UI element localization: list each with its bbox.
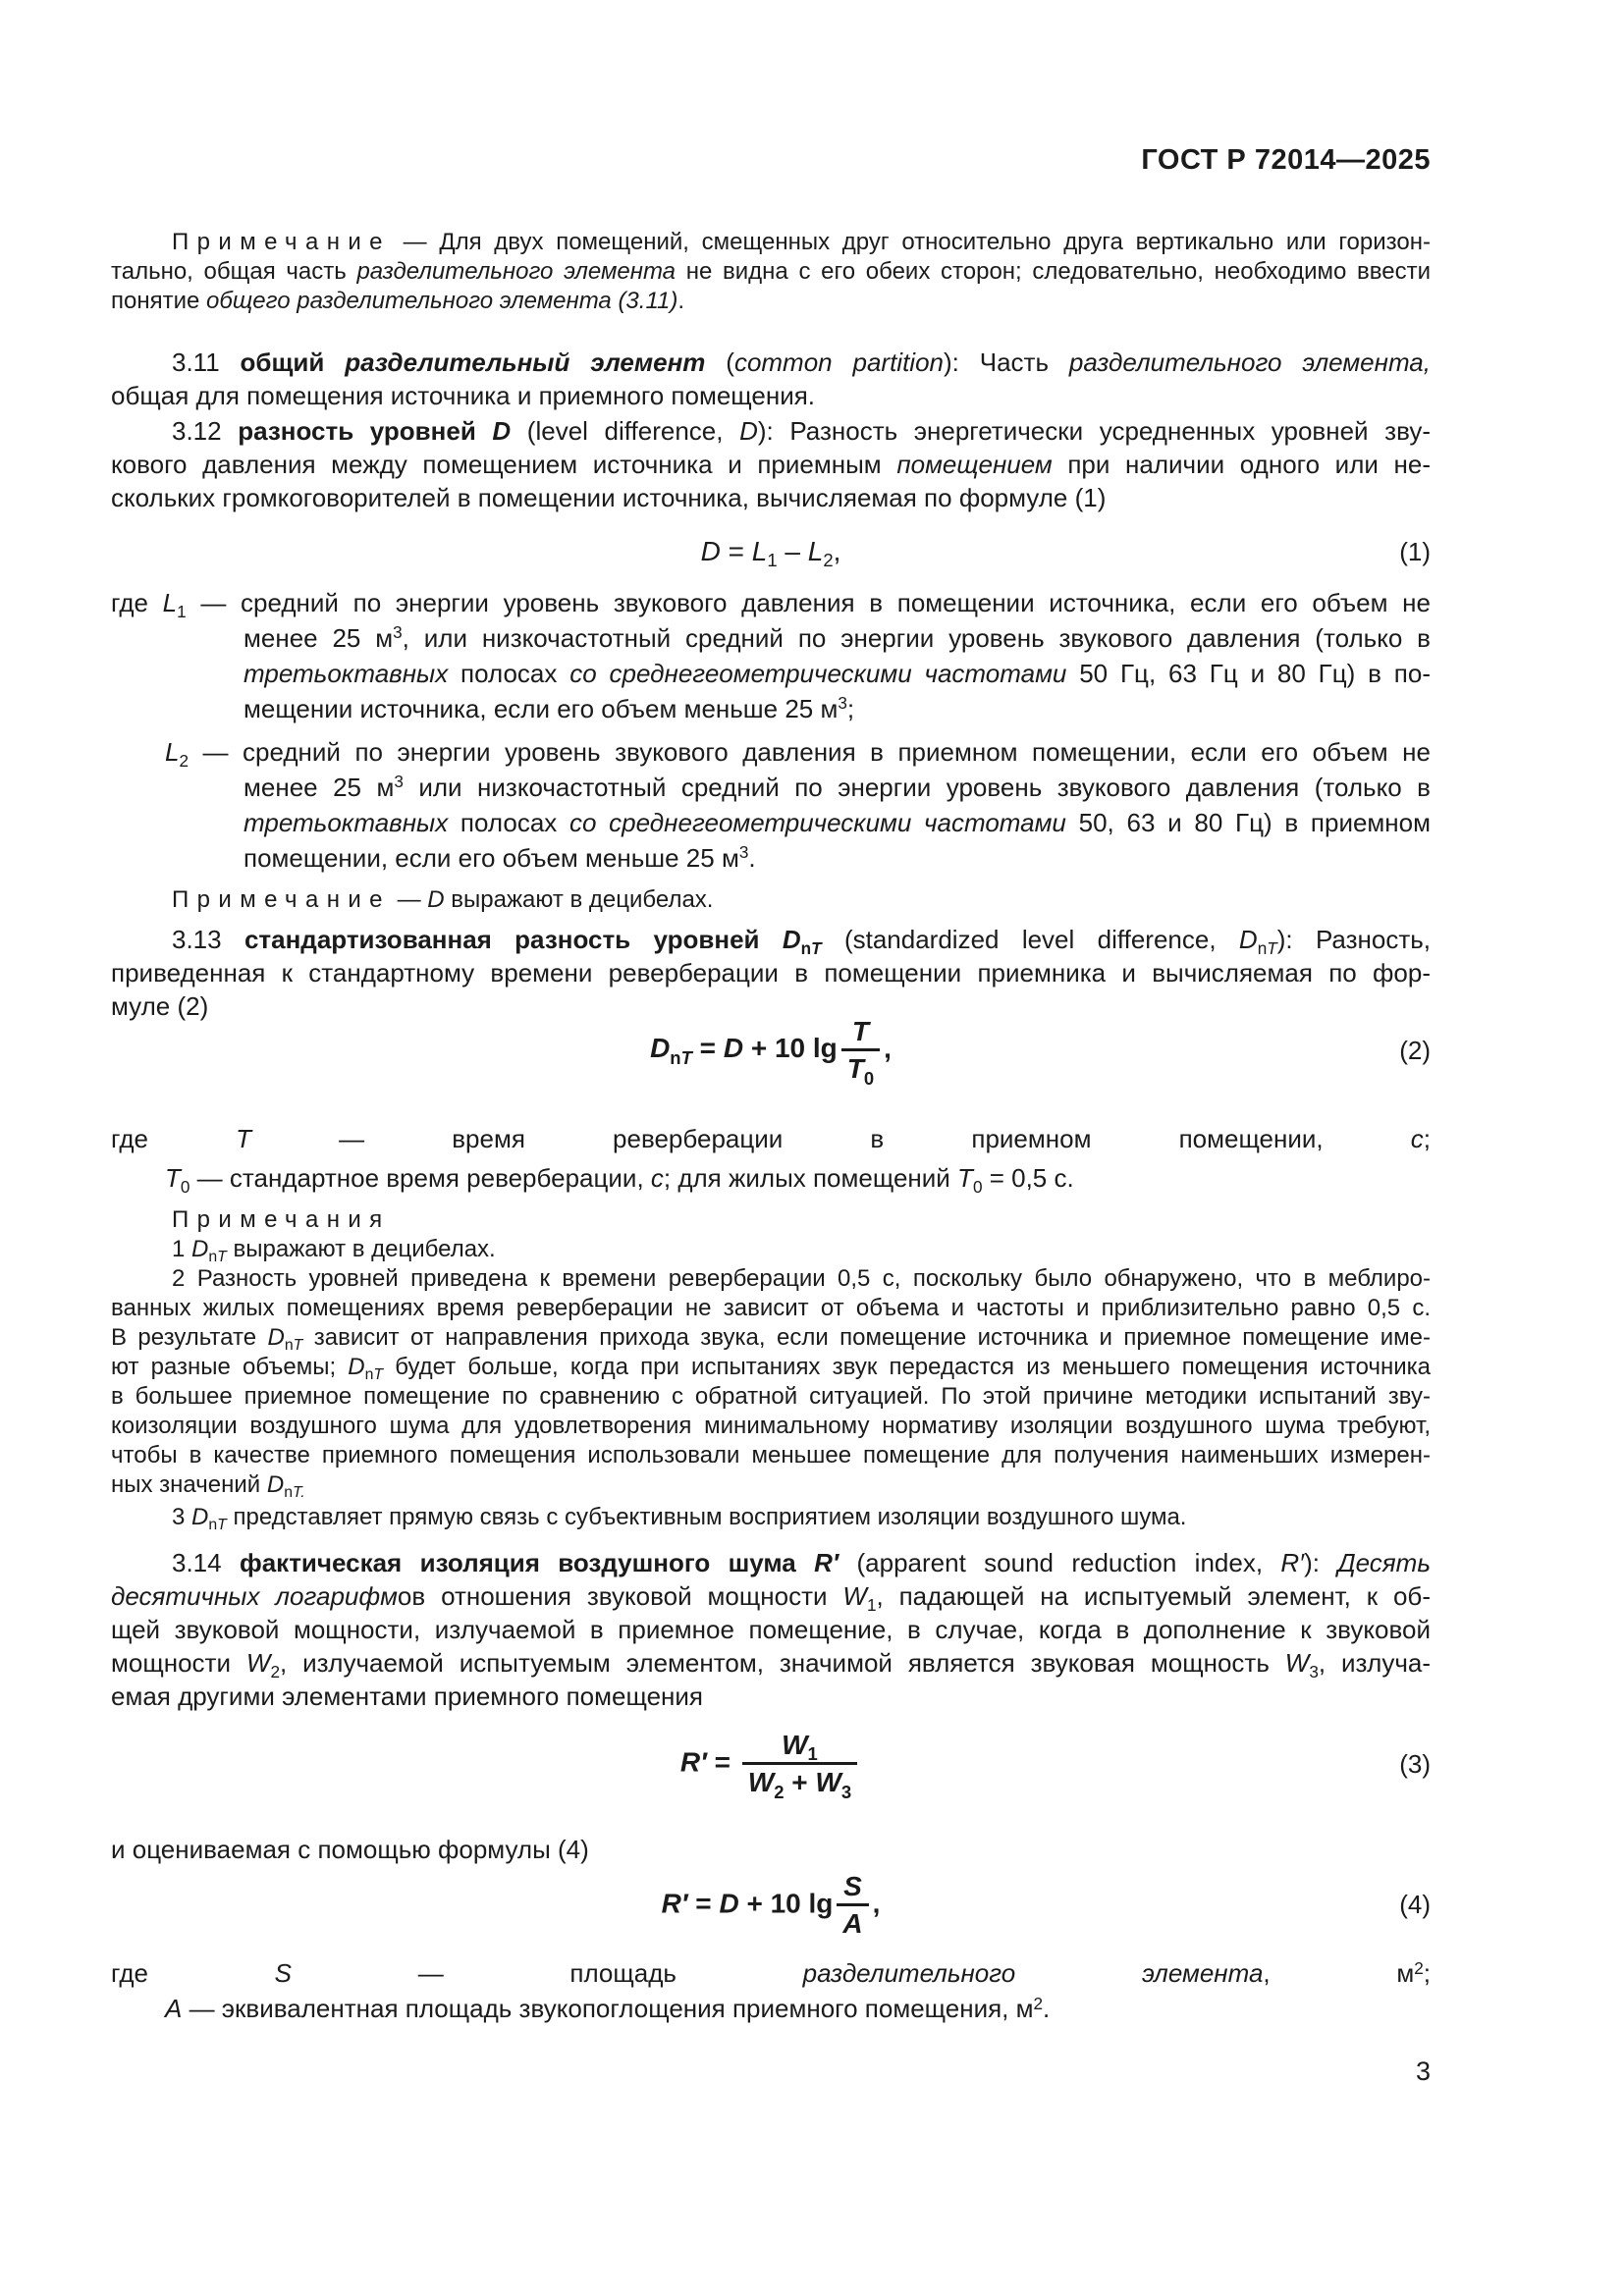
formula-2-numerator: T: [841, 1017, 880, 1051]
formula-4-body: [662, 1872, 881, 1939]
clause-3-12: 3.12 разность уровней D (level difference, D): Разность энергетически усредненных уровней зву- кового давления между помещением источника и приемным помещением при наличии одного или не- скольких громкоговорителей в помещении источника, вычисляемая по формуле (1): [111, 416, 1431, 512]
note-common-partition: Примечание — Для двух помещений, смещенных друг относительно друга вертикально или горизон- тально, общая часть разделительного элемента не видна с его обеих сторон; следовательно, необходимо ввести понятие общего разделительного элемента (3.11).: [111, 229, 1431, 314]
note-2: 2 Разность уровней приведена к времени реверберации 0,5 с, поскольку было обнаружено, что в меблиро- ванных жилых помещениях время реверберации не зависит от объема и частоты и приблизительно равно 0,5 с. В результате $D_{nT}$ зависит от направления прихода звука, если помещение источника и приемное помещение име- ют разные объемы; $D_{nT}$ будет больше, когда при испытаниях звук передастся из меньшего помещения источника в большее приемное помещение по сравнению с обратной ситуацией. По этой причине методики испытаний зву- коизоляции воздушного шума для удовлетворения минимальному нормативу изоляции воздушного шума требуют, чтобы в качестве приемного помещения использовали меньшее помещение для получения наименьших измерен- ных значений $D_{nT.}$: [111, 1264, 1432, 1502]
where-s-definition: где S — площадь разделительного элемента, $м^2$; A — эквивалентная площадь звукопоглощения приемного помещения, $м^2$.: [111, 1957, 1431, 2024]
clause-3-11: 3.11 общий разделительный элемент (common partition): Часть разделительного элемента, общая для помещения источника и приемного помещения.: [111, 347, 1431, 410]
page-number: 3: [1415, 2056, 1431, 2087]
where-l1-definition: где $L_1$ — средний по энергии уровень звукового давления в помещении источника, если его объем не менее 25 $м^3$, или низкочастотный средний по энергии уровень звукового давления (только в третьоктавных полосах со среднегеометрическими частотами 50 Гц, 63 Гц и 80 Гц) в по- мещении источника, если его объем меньше 25 $м^3$;: [111, 588, 1431, 723]
formula-1-number: (1): [1399, 537, 1431, 566]
formula-3: [111, 1729, 1431, 1802]
formula-3-denominator: $W_2 + W_3$: [747, 1767, 852, 1802]
formula-4-numerator: S: [837, 1872, 868, 1906]
note-d-decibels: Примечание — D выражают в децибелах.: [172, 886, 714, 913]
formula-2-denominator: $T_0$: [846, 1053, 875, 1089]
clause-3-13: 3.13 стандартизованная разность уровней $D_{nT}$ (standardized level difference, $D_{nT}$): Разность, приведенная к стандартному времени реверберации в помещении приемника и вычисляемая по фор- муле (2): [111, 925, 1432, 1021]
clause-3-14: 3.14 фактическая изоляция воздушного шума R′ (apparent sound reduction index, R′): Десять десятичных логарифмов отношения звуковой мощности $W_1$, падающей на испытуемый элемент, к об- щей звуковой мощности, излучаемой в приемное помещение, в случае, когда в дополнение к звуковой мощности $W_2$, излучаемой испытуемым элементом, значимой является звуковая мощность $W_3$, излуча- емая другими элементами приемного помещения: [111, 1547, 1432, 1711]
formula-4-number: (4): [1399, 1890, 1431, 1920]
formula-3-fraction: [742, 1729, 857, 1802]
document-content: [111, 0, 1431, 2087]
where-t-definition: где T — время реверберации в приемном помещении, с; $T_0$ — стандартное время реверберации, с; для жилых помещений $T_0 = 0,5$ с.: [111, 1123, 1432, 1197]
formula-3-body: [679, 1729, 861, 1802]
formula-4-tail: ,: [872, 1887, 881, 1918]
formula-1-body: $D = L_1 - L_2$,: [700, 535, 841, 571]
formula-4-denominator: A: [842, 1907, 863, 1939]
formula-2-tail: ,: [884, 1033, 892, 1064]
formula-2-body: [650, 1016, 892, 1089]
formula-2-lhs: $D_{nT} = D + 10$ lg: [650, 1033, 838, 1068]
where-l2-definition: $L_2$ — средний по энергии уровень звукового давления в приемном помещении, если его объем не менее 25 $м^3$ или низкочастотный средний по энергии уровень звукового давления (только в третьоктавных полосах со среднегеометрическими частотами 50, 63 и 80 Гц) в приемном помещении, если его объем меньше 25 $м^3$.: [165, 737, 1431, 873]
formula-4-lead-text: и оцениваемая с помощью формулы (4): [111, 1834, 589, 1864]
notes-heading: Примечания: [172, 1205, 391, 1233]
formula-4-lhs: R′ = D + 10 lg: [661, 1887, 834, 1918]
document-header: ГОСТ Р 72014—2025: [1141, 144, 1431, 176]
formula-2-number: (2): [1399, 1035, 1431, 1065]
formula-1: [111, 530, 1431, 573]
formula-3-numerator: $W_1$: [742, 1731, 857, 1765]
formula-4-fraction: [837, 1872, 868, 1939]
note-1: 1 $D_{nT}$ выражают в децибелах.: [172, 1235, 496, 1266]
note-3: 3 $D_{nT}$ представляет прямую связь с субъективным восприятием изоляции воздушного шума.: [172, 1503, 1187, 1534]
formula-3-number: (3): [1399, 1748, 1431, 1779]
formula-2: [111, 1016, 1431, 1089]
formula-2-fraction: [841, 1016, 880, 1089]
formula-3-lhs: R′ =: [679, 1746, 738, 1778]
formula-4: [111, 1872, 1431, 1939]
